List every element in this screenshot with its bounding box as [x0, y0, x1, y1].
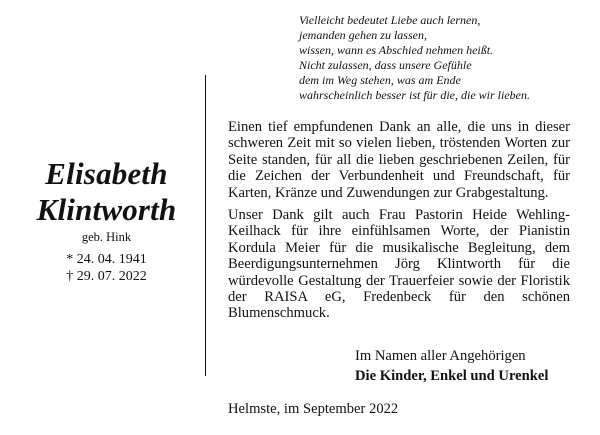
signature-names: Die Kinder, Enkel und Urenkel [355, 368, 549, 384]
birth-name: geb. Hink [81, 230, 132, 244]
poem-line: dem im Weg stehen, was am Ende [299, 73, 461, 87]
signature [355, 346, 575, 386]
vertical-divider [205, 75, 206, 376]
deceased-last-name: Klintworth [36, 192, 177, 227]
poem-line: wissen, wann es Abschied nehmen heißt. [299, 43, 494, 57]
deceased-info [14, 156, 199, 285]
deceased-first-name: Elisabeth [45, 156, 168, 191]
thanks-paragraph: Unser Dank gilt auch Frau Pastorin Heide Wehling-Keilhack für ihre einfühlsamen Worte, der Pianistin Kordula Meier für die musikalische Begleitung, dem Beerdigungsunternehmen Jörg Klintworth für die würdevolle Gestaltung der Trauerfeier sowie der Floristik der RAISA eG, Fredenbeck für den schönen Blumenschmuck. [228, 207, 570, 322]
poem-line: Vielleicht bedeutet Liebe auch lernen, [299, 13, 481, 27]
birth-date: * 24. 04. 1941 [66, 252, 147, 267]
thanks-text [228, 119, 570, 322]
signature-intro: Im Namen aller Angehörigen [355, 348, 526, 364]
poem-line: Nicht zulassen, dass unsere Gefühle [299, 58, 472, 72]
poem [299, 13, 589, 103]
place-and-date: Helmste, im September 2022 [228, 401, 399, 417]
death-date: † 29. 07. 2022 [66, 269, 147, 284]
poem-line: wahrscheinlich besser ist für die, die wir lieben. [299, 88, 530, 102]
poem-line: jemanden gehen zu lassen, [299, 28, 427, 42]
thanks-paragraph: Einen tief empfundenen Dank an alle, die uns in dieser schweren Zeit mit so vielen lieben, tröstenden Worten zur Seite standen, für all die lieben geschriebenen Zeilen, für die Zeichen der Verbundenheit und Freundschaft, für Karten, Kränze und Zuwendungen zur Grabgestaltung. [228, 119, 570, 201]
